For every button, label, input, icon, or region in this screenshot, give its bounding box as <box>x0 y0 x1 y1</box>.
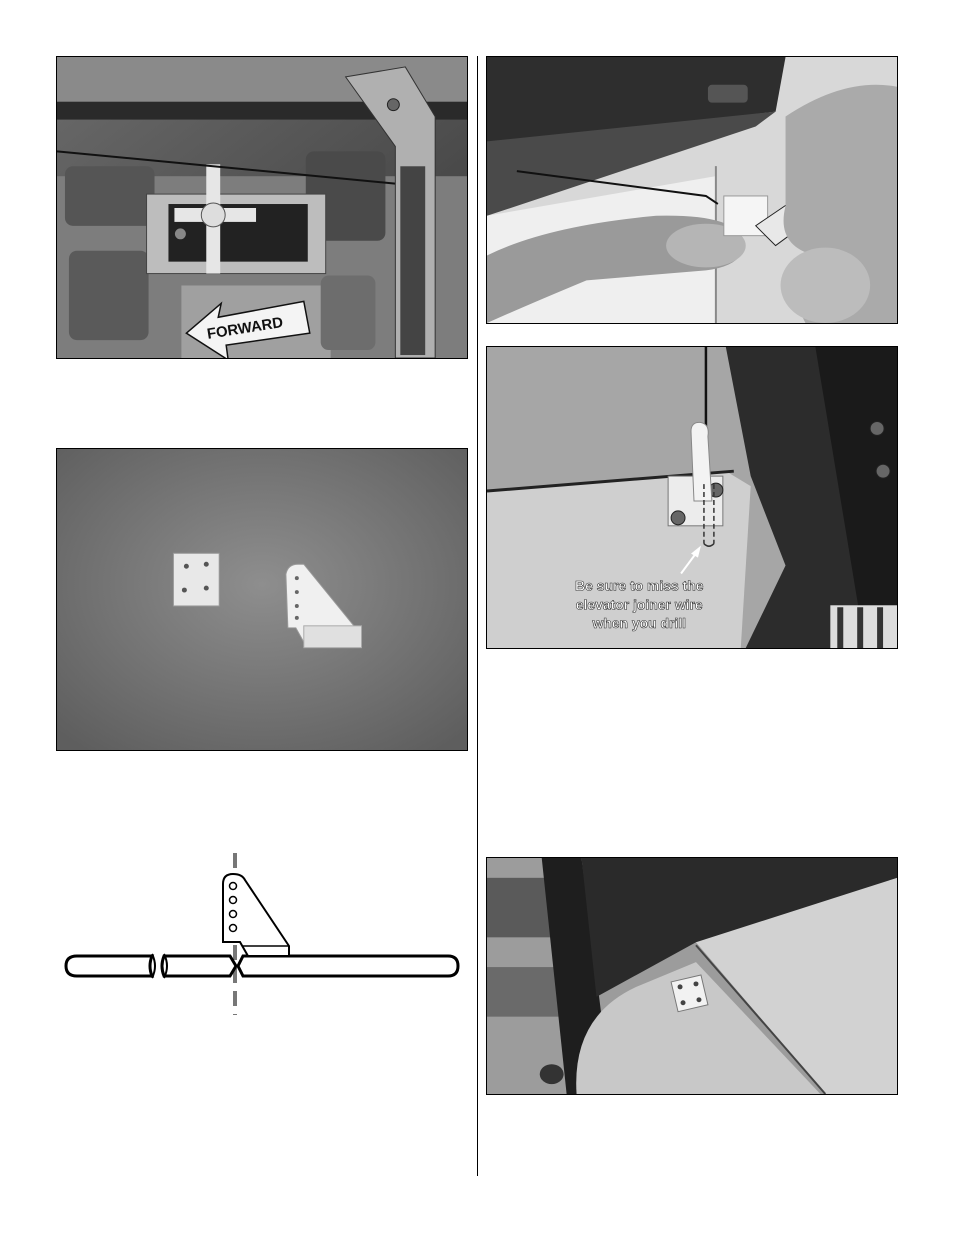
marking-hole-photo <box>486 56 898 324</box>
horn-mounted-photo <box>486 346 898 649</box>
callout-line-1: Be sure to miss the <box>575 577 704 594</box>
column-divider <box>477 56 478 1176</box>
backplate-installed-photo <box>486 857 898 1095</box>
drill-warning-callout <box>575 577 704 631</box>
forward-label: FORWARD <box>205 315 285 343</box>
servo-tray-photo <box>56 56 468 359</box>
horn-parts-photo <box>56 448 468 751</box>
callout-line-3: when you drill <box>592 615 687 632</box>
callout-line-2: elevator joiner wire <box>575 596 703 613</box>
horn-alignment-diagram <box>60 850 470 1020</box>
